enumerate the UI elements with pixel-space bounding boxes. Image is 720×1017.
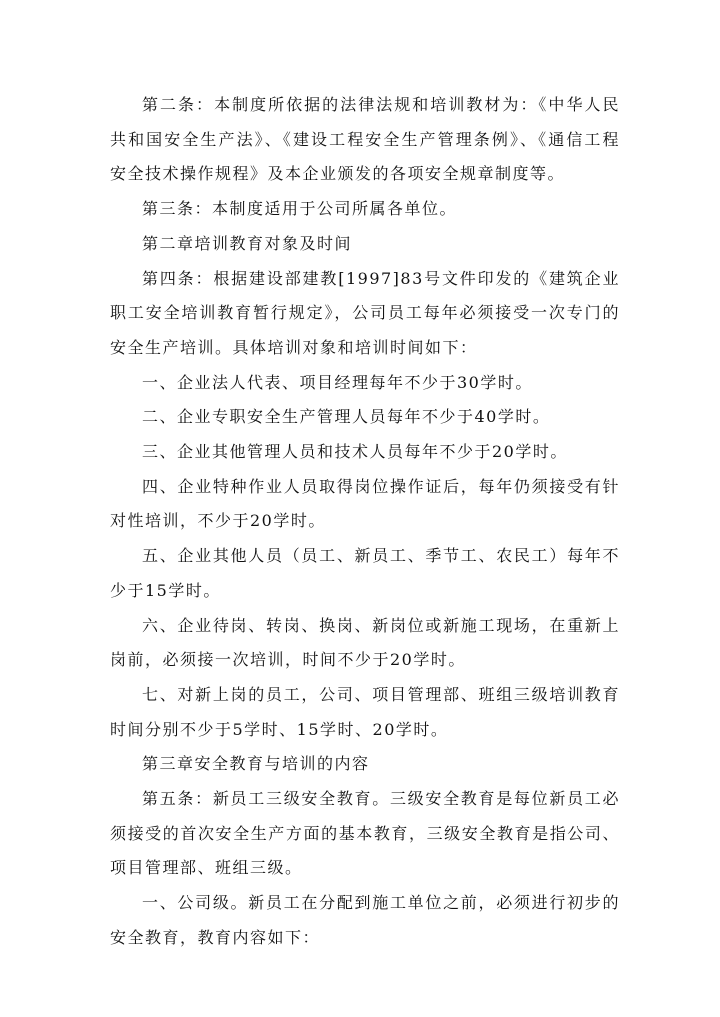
document-body bbox=[110, 88, 620, 956]
list-item-4: 四、企业特种作业人员取得岗位操作证后，每年仍须接受有针对性培训，不少于20学时。 bbox=[110, 476, 620, 531]
list-item-6: 六、企业待岗、转岗、换岗、新岗位或新施工现场，在重新上岗前，必须接一次培训，时间不少于20学时。 bbox=[110, 615, 620, 670]
list-item-1: 一、企业法人代表、项目经理每年不少于30学时。 bbox=[142, 372, 533, 392]
paragraph-article-4: 第四条：根据建设部建教[1997]83号文件印发的《建筑企业职工安全培训教育暂行规定》，公司员工每年必须接受一次专门的安全生产培训。具体培训对象和培训时间如下： bbox=[110, 268, 620, 357]
list-item-2: 二、企业专职安全生产管理人员每年不少于40学时。 bbox=[142, 407, 551, 427]
chapter-3-heading: 第三章安全教育与培训的内容 bbox=[142, 754, 370, 774]
paragraph-article-3: 第三条：本制度适用于公司所属各单位。 bbox=[142, 199, 458, 219]
chapter-2-heading: 第二章培训教育对象及时间 bbox=[142, 233, 353, 253]
paragraph-company-level: 一、公司级。新员工在分配到施工单位之前，必须进行初步的安全教育，教育内容如下： bbox=[110, 893, 620, 947]
paragraph-article-2: 第二条：本制度所依据的法律法规和培训教材为：《中华人民共和国安全生产法》、《建设工程安全生产管理条例》、《通信工程安全技术操作规程》及本企业颁发的各项安全规章制度等。 bbox=[110, 95, 620, 184]
list-item-3: 三、企业其他管理人员和技术人员每年不少于20学时。 bbox=[142, 442, 568, 462]
list-item-7: 七、对新上岗的员工，公司、项目管理部、班组三级培训教育时间分别不少于5学时、15学时、20学时。 bbox=[110, 684, 620, 739]
list-item-5: 五、企业其他人员（员工、新员工、季节工、农民工）每年不少于15学时。 bbox=[110, 546, 620, 600]
paragraph-article-5: 第五条：新员工三级安全教育。三级安全教育是每位新员工必须接受的首次安全生产方面的基本教育，三级安全教育是指公司、项目管理部、班组三级。 bbox=[110, 789, 620, 878]
